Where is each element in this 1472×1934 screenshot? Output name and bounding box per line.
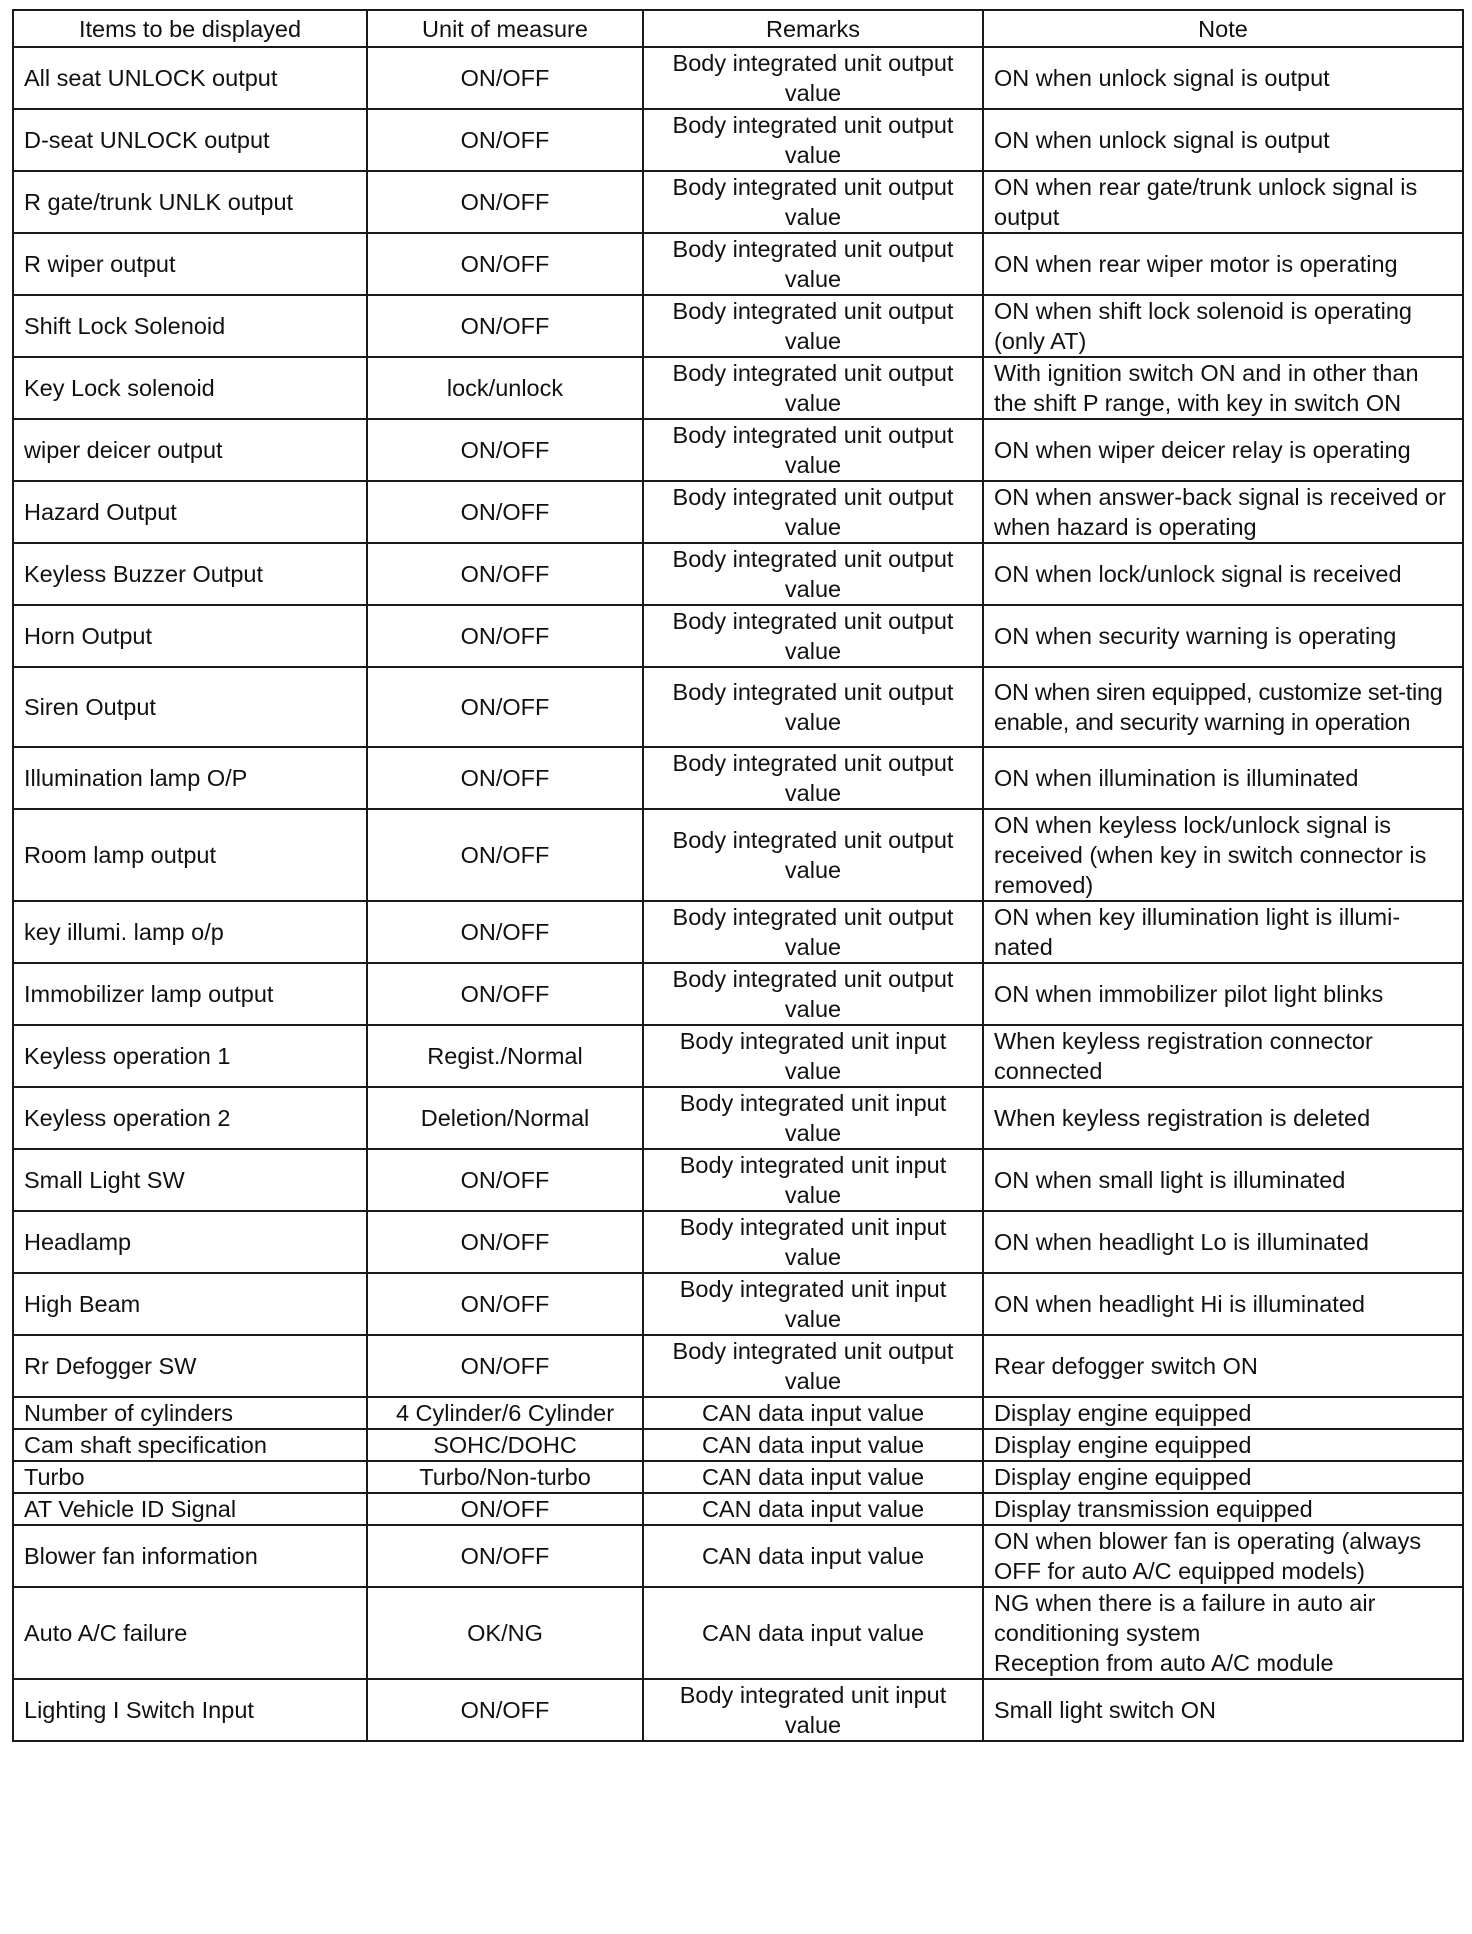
unit-cell: ON/OFF: [367, 419, 643, 481]
table-row: [13, 1429, 1463, 1461]
table-row: [13, 109, 1463, 171]
remarks-cell: Body integrated unit output value: [643, 295, 983, 357]
table-row: [13, 1679, 1463, 1741]
note-cell: ON when rear gate/trunk unlock signal is output: [983, 171, 1463, 233]
item-cell: Room lamp output: [13, 809, 367, 901]
remarks-cell: Body integrated unit input value: [643, 1025, 983, 1087]
unit-cell: ON/OFF: [367, 1493, 643, 1525]
item-cell: AT Vehicle ID Signal: [13, 1493, 367, 1525]
table-row: [13, 233, 1463, 295]
table-row: [13, 901, 1463, 963]
unit-cell: ON/OFF: [367, 963, 643, 1025]
remarks-cell: Body integrated unit output value: [643, 419, 983, 481]
item-cell: Auto A/C failure: [13, 1587, 367, 1679]
table-row: [13, 543, 1463, 605]
table-row: [13, 1397, 1463, 1429]
table-row: [13, 809, 1463, 901]
note-cell: ON when unlock signal is output: [983, 109, 1463, 171]
unit-cell: ON/OFF: [367, 109, 643, 171]
header-remarks: Remarks: [643, 10, 983, 47]
unit-cell: SOHC/DOHC: [367, 1429, 643, 1461]
table-row: [13, 1025, 1463, 1087]
note-cell: Rear defogger switch ON: [983, 1335, 1463, 1397]
note-cell: ON when rear wiper motor is operating: [983, 233, 1463, 295]
remarks-cell: Body integrated unit output value: [643, 1335, 983, 1397]
note-cell: ON when key illumination light is illumi-nated: [983, 901, 1463, 963]
remarks-cell: Body integrated unit input value: [643, 1273, 983, 1335]
remarks-cell: Body integrated unit output value: [643, 171, 983, 233]
header-note: Note: [983, 10, 1463, 47]
unit-cell: Regist./Normal: [367, 1025, 643, 1087]
item-cell: Keyless Buzzer Output: [13, 543, 367, 605]
note-cell: When keyless registration connector connected: [983, 1025, 1463, 1087]
remarks-cell: Body integrated unit output value: [643, 809, 983, 901]
remarks-cell: Body integrated unit output value: [643, 963, 983, 1025]
unit-cell: ON/OFF: [367, 747, 643, 809]
unit-cell: ON/OFF: [367, 605, 643, 667]
header-items: Items to be displayed: [13, 10, 367, 47]
header-row: [13, 10, 1463, 47]
table-row: [13, 963, 1463, 1025]
table-row: [13, 1273, 1463, 1335]
item-cell: Hazard Output: [13, 481, 367, 543]
remarks-cell: Body integrated unit input value: [643, 1679, 983, 1741]
unit-cell: ON/OFF: [367, 1335, 643, 1397]
table-row: [13, 1461, 1463, 1493]
table-row: [13, 357, 1463, 419]
remarks-cell: CAN data input value: [643, 1397, 983, 1429]
header-unit: Unit of measure: [367, 10, 643, 47]
note-cell: With ignition switch ON and in other than the shift P range, with key in switch ON: [983, 357, 1463, 419]
item-cell: Rr Defogger SW: [13, 1335, 367, 1397]
note-cell: When keyless registration is deleted: [983, 1087, 1463, 1149]
remarks-cell: Body integrated unit input value: [643, 1149, 983, 1211]
item-cell: Small Light SW: [13, 1149, 367, 1211]
unit-cell: ON/OFF: [367, 1679, 643, 1741]
unit-cell: ON/OFF: [367, 809, 643, 901]
note-cell: ON when blower fan is operating (always OFF for auto A/C equipped models): [983, 1525, 1463, 1587]
unit-cell: ON/OFF: [367, 1525, 643, 1587]
table-row: [13, 481, 1463, 543]
unit-cell: lock/unlock: [367, 357, 643, 419]
remarks-cell: Body integrated unit output value: [643, 605, 983, 667]
note-cell: Display engine equipped: [983, 1461, 1463, 1493]
remarks-cell: Body integrated unit output value: [643, 357, 983, 419]
item-cell: Headlamp: [13, 1211, 367, 1273]
item-cell: Key Lock solenoid: [13, 357, 367, 419]
note-cell: Display transmission equipped: [983, 1493, 1463, 1525]
note-cell: ON when lock/unlock signal is received: [983, 543, 1463, 605]
table-row: [13, 667, 1463, 747]
diagnostic-items-sheet: [12, 9, 1462, 1742]
note-cell: ON when headlight Hi is illuminated: [983, 1273, 1463, 1335]
item-cell: Cam shaft specification: [13, 1429, 367, 1461]
remarks-cell: Body integrated unit input value: [643, 1211, 983, 1273]
note-cell: ON when unlock signal is output: [983, 47, 1463, 109]
item-cell: All seat UNLOCK output: [13, 47, 367, 109]
remarks-cell: Body integrated unit output value: [643, 481, 983, 543]
item-cell: Blower fan information: [13, 1525, 367, 1587]
table-row: [13, 171, 1463, 233]
note-cell: ON when security warning is operating: [983, 605, 1463, 667]
item-cell: Keyless operation 1: [13, 1025, 367, 1087]
remarks-cell: CAN data input value: [643, 1587, 983, 1679]
note-cell: ON when headlight Lo is illuminated: [983, 1211, 1463, 1273]
table-row: [13, 1587, 1463, 1679]
remarks-cell: Body integrated unit output value: [643, 667, 983, 747]
remarks-cell: CAN data input value: [643, 1429, 983, 1461]
note-cell: Display engine equipped: [983, 1429, 1463, 1461]
remarks-cell: Body integrated unit input value: [643, 1087, 983, 1149]
remarks-cell: Body integrated unit output value: [643, 109, 983, 171]
unit-cell: ON/OFF: [367, 901, 643, 963]
remarks-cell: CAN data input value: [643, 1525, 983, 1587]
remarks-cell: Body integrated unit output value: [643, 543, 983, 605]
display-items-table: [12, 9, 1464, 1742]
table-row: [13, 1335, 1463, 1397]
item-cell: Shift Lock Solenoid: [13, 295, 367, 357]
unit-cell: ON/OFF: [367, 47, 643, 109]
item-cell: Horn Output: [13, 605, 367, 667]
unit-cell: ON/OFF: [367, 295, 643, 357]
note-cell: ON when keyless lock/unlock signal is received (when key in switch connector is removed): [983, 809, 1463, 901]
item-cell: Illumination lamp O/P: [13, 747, 367, 809]
item-cell: R gate/trunk UNLK output: [13, 171, 367, 233]
unit-cell: ON/OFF: [367, 1149, 643, 1211]
table-row: [13, 1087, 1463, 1149]
unit-cell: ON/OFF: [367, 233, 643, 295]
unit-cell: ON/OFF: [367, 543, 643, 605]
item-cell: wiper deicer output: [13, 419, 367, 481]
remarks-cell: Body integrated unit output value: [643, 233, 983, 295]
note-cell: ON when illumination is illuminated: [983, 747, 1463, 809]
table-row: [13, 1493, 1463, 1525]
item-cell: Turbo: [13, 1461, 367, 1493]
table-row: [13, 747, 1463, 809]
table-row: [13, 1211, 1463, 1273]
unit-cell: 4 Cylinder/6 Cylinder: [367, 1397, 643, 1429]
unit-cell: ON/OFF: [367, 1211, 643, 1273]
note-cell: NG when there is a failure in auto air conditioning system Reception from auto A/C module: [983, 1587, 1463, 1679]
remarks-cell: Body integrated unit output value: [643, 901, 983, 963]
table-body: [13, 47, 1463, 1741]
table-row: [13, 295, 1463, 357]
table-row: [13, 419, 1463, 481]
table-header: [13, 10, 1463, 47]
unit-cell: ON/OFF: [367, 481, 643, 543]
unit-cell: ON/OFF: [367, 171, 643, 233]
unit-cell: OK/NG: [367, 1587, 643, 1679]
note-cell: ON when small light is illuminated: [983, 1149, 1463, 1211]
unit-cell: ON/OFF: [367, 1273, 643, 1335]
note-cell: ON when shift lock solenoid is operating (only AT): [983, 295, 1463, 357]
note-cell: ON when immobilizer pilot light blinks: [983, 963, 1463, 1025]
note-cell: Display engine equipped: [983, 1397, 1463, 1429]
table-row: [13, 1149, 1463, 1211]
item-cell: key illumi. lamp o/p: [13, 901, 367, 963]
table-row: [13, 47, 1463, 109]
item-cell: Siren Output: [13, 667, 367, 747]
note-cell: Small light switch ON: [983, 1679, 1463, 1741]
note-cell: ON when answer-back signal is received or when hazard is operating: [983, 481, 1463, 543]
unit-cell: Turbo/Non-turbo: [367, 1461, 643, 1493]
item-cell: Lighting I Switch Input: [13, 1679, 367, 1741]
item-cell: Immobilizer lamp output: [13, 963, 367, 1025]
remarks-cell: Body integrated unit output value: [643, 747, 983, 809]
table-row: [13, 605, 1463, 667]
unit-cell: Deletion/Normal: [367, 1087, 643, 1149]
remarks-cell: Body integrated unit output value: [643, 47, 983, 109]
note-cell: ON when siren equipped, customize set-ting enable, and security warning in operation: [983, 667, 1463, 747]
remarks-cell: CAN data input value: [643, 1461, 983, 1493]
note-cell: ON when wiper deicer relay is operating: [983, 419, 1463, 481]
remarks-cell: CAN data input value: [643, 1493, 983, 1525]
unit-cell: ON/OFF: [367, 667, 643, 747]
item-cell: Keyless operation 2: [13, 1087, 367, 1149]
item-cell: R wiper output: [13, 233, 367, 295]
item-cell: High Beam: [13, 1273, 367, 1335]
item-cell: D-seat UNLOCK output: [13, 109, 367, 171]
item-cell: Number of cylinders: [13, 1397, 367, 1429]
table-row: [13, 1525, 1463, 1587]
